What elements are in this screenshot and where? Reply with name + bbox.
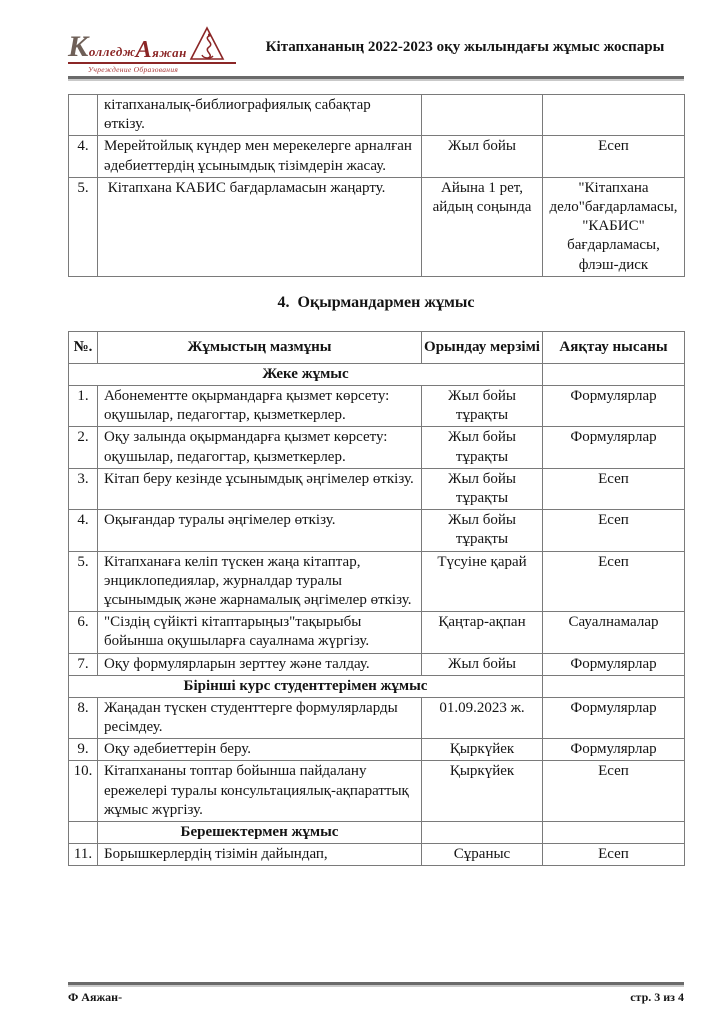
row-number-cell: 11.	[69, 844, 98, 866]
work-content-cell: Оқығандар туралы әңгімелер өткізу.	[98, 510, 422, 551]
execution-term-cell: Қыркүйек	[422, 761, 543, 822]
row-number-cell	[69, 95, 98, 136]
execution-term-cell: Қаңтар-ақпан	[422, 612, 543, 653]
footer-page-number: стр. 3 из 4	[630, 990, 684, 1004]
execution-term-cell	[422, 95, 543, 136]
completion-form-cell: Формулярлар	[543, 739, 685, 761]
execution-term-cell: Түсуіне қарай	[422, 551, 543, 612]
logo-subtext: Учреждение Образования	[68, 62, 236, 74]
completion-form-cell: Есеп	[543, 510, 685, 551]
logo-word-ayazhan: Аяжан	[135, 37, 187, 63]
work-content-cell: Борышкерлердің тізімін дайындап,	[98, 844, 422, 866]
row-number-cell: 3.	[69, 468, 98, 509]
row-number-cell: 2.	[69, 427, 98, 468]
row-number-cell: 5.	[69, 551, 98, 612]
completion-form-cell: "Кітапхана дело"бағдарламасы, "КАБИС" бағдарламасы, флэш-диск	[543, 177, 685, 276]
execution-term-cell: Сұраныс	[422, 844, 543, 866]
work-content-cell: Кітапхананы топтар бойынша пайдалану ережелері туралы консультациялық-ақпараттық жұмыс жүргізу.	[98, 761, 422, 822]
table-row	[69, 653, 685, 675]
row-number-cell: 9.	[69, 739, 98, 761]
page-header	[68, 24, 684, 74]
completion-form-cell: Формулярлар	[543, 697, 685, 738]
empty-cell	[69, 822, 98, 844]
row-number-cell: 1.	[69, 386, 98, 427]
empty-cell	[543, 363, 685, 385]
work-content-cell: Жаңадан түскен студенттерге формулярларды ресімдеу.	[98, 697, 422, 738]
section-heading: 4. Оқырмандармен жұмыс	[277, 293, 475, 311]
work-plan-table-continued	[68, 94, 685, 277]
row-number-cell: 6.	[69, 612, 98, 653]
completion-form-cell: Есеп	[543, 761, 685, 822]
page-footer	[68, 980, 684, 1005]
table-row	[69, 510, 685, 551]
table-row	[69, 427, 685, 468]
subsection-title: Берешектермен жұмыс	[98, 822, 422, 844]
row-number-cell: 7.	[69, 653, 98, 675]
footer-form-code: Ф Аяжан-	[68, 990, 123, 1004]
work-content-cell: Кітапхана КАБИС бағдарламасын жаңарту.	[98, 177, 422, 276]
header-work-content: Жұмыстың мазмұны	[98, 331, 422, 363]
work-content-cell: Оқу әдебиеттерін беру.	[98, 739, 422, 761]
work-content-cell: Оқу залында оқырмандарға қызмет көрсету: оқушылар, педагогтар, қызметкерлер.	[98, 427, 422, 468]
row-number-cell: 5.	[69, 177, 98, 276]
work-content-cell: кітапханалық-библиографиялық сабақтар өткізу.	[98, 95, 422, 136]
table-row	[69, 551, 685, 612]
work-content-cell: Абонементте оқырмандарға қызмет көрсету: оқушылар, педагогтар, қызметкерлер.	[98, 386, 422, 427]
table-row	[69, 844, 685, 866]
table-row	[69, 697, 685, 738]
header-rule	[68, 76, 684, 81]
subsection-row	[69, 363, 685, 385]
execution-term-cell: Жыл бойы	[422, 653, 543, 675]
row-number-cell: 4.	[69, 510, 98, 551]
subsection-row	[69, 675, 685, 697]
table-header-row	[69, 331, 685, 363]
empty-cell	[543, 675, 685, 697]
execution-term-cell: Жыл бойы тұрақты	[422, 510, 543, 551]
table-row	[69, 136, 685, 177]
completion-form-cell: Сауалнамалар	[543, 612, 685, 653]
row-number-cell: 8.	[69, 697, 98, 738]
completion-form-cell	[543, 95, 685, 136]
completion-form-cell: Формулярлар	[543, 386, 685, 427]
table-row	[69, 761, 685, 822]
empty-cell	[543, 822, 685, 844]
table-row	[69, 177, 685, 276]
document-title: Кітапхананың 2022-2023 оқу жылындағы жұмыс жоспары	[265, 39, 665, 55]
medical-snake-icon	[189, 24, 225, 62]
work-content-cell: Кітапханаға келіп түскен жаңа кітаптар, энциклопедиялар, журналдар туралы ұсынымдық және жарнамалық әңгімелер өткізу.	[98, 551, 422, 612]
subsection-title: Жеке жұмыс	[69, 363, 543, 385]
work-content-cell: Мерейтойлық күндер мен мерекелерге арналған әдебиеттердің ұсынымдық тізімдерін жасау.	[98, 136, 422, 177]
completion-form-cell: Есеп	[543, 844, 685, 866]
table-row	[69, 95, 685, 136]
readers-work-table	[68, 331, 685, 867]
table-row	[69, 612, 685, 653]
subsection-row	[69, 822, 685, 844]
header-execution-term: Орындау мерзімі	[422, 331, 543, 363]
college-logo	[68, 24, 246, 74]
row-number-cell: 4.	[69, 136, 98, 177]
subsection-title: Бірінші курс студенттерімен жұмыс	[69, 675, 543, 697]
logo-word-college: Колледж	[68, 30, 136, 63]
completion-form-cell: Есеп	[543, 468, 685, 509]
table-row	[69, 468, 685, 509]
work-content-cell: Кітап беру кезінде ұсынымдық әңгімелер өткізу.	[98, 468, 422, 509]
work-content-cell: "Сіздің сүйікті кітаптарыңыз"тақырыбы бойынша оқушыларға сауалнама жүргізу.	[98, 612, 422, 653]
completion-form-cell: Есеп	[543, 551, 685, 612]
header-completion-form: Аяқтау нысаны	[543, 331, 685, 363]
empty-cell	[422, 822, 543, 844]
execution-term-cell: Жыл бойы тұрақты	[422, 468, 543, 509]
completion-form-cell: Формулярлар	[543, 653, 685, 675]
execution-term-cell: Қыркүйек	[422, 739, 543, 761]
execution-term-cell: Жыл бойы	[422, 136, 543, 177]
work-content-cell: Оқу формулярларын зерттеу және талдау.	[98, 653, 422, 675]
completion-form-cell: Есеп	[543, 136, 685, 177]
execution-term-cell: Жыл бойы тұрақты	[422, 386, 543, 427]
execution-term-cell: Жыл бойы тұрақты	[422, 427, 543, 468]
table-row	[69, 739, 685, 761]
table-row	[69, 386, 685, 427]
execution-term-cell: 01.09.2023 ж.	[422, 697, 543, 738]
header-number: №.	[69, 331, 98, 363]
execution-term-cell: Айына 1 рет, айдың соңында	[422, 177, 543, 276]
completion-form-cell: Формулярлар	[543, 427, 685, 468]
row-number-cell: 10.	[69, 761, 98, 822]
